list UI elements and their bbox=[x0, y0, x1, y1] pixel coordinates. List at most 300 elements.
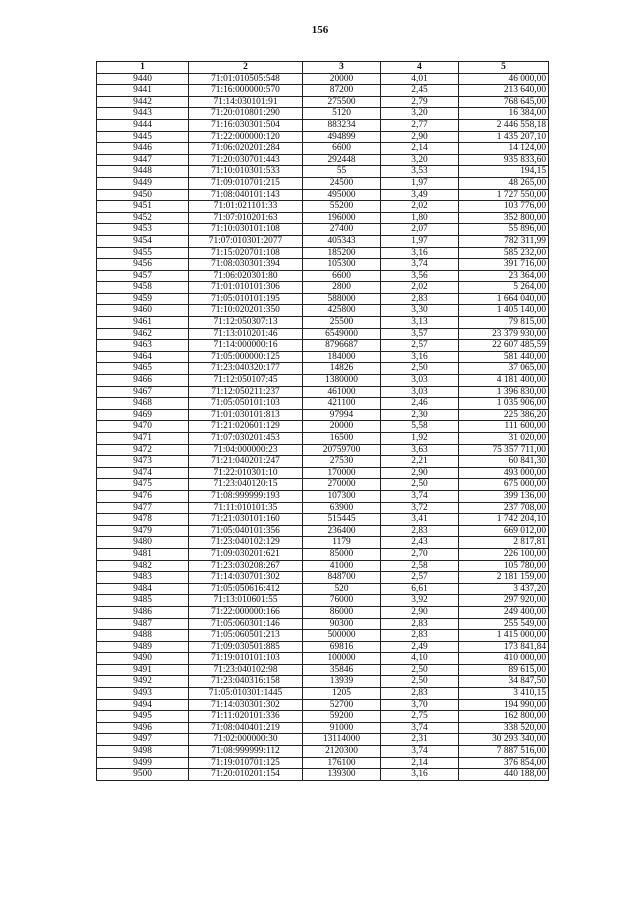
cadastral-number-cell: 71:10:020201:350 bbox=[189, 305, 303, 317]
rate-cell: 6,61 bbox=[381, 583, 459, 595]
area-cell: 13114000 bbox=[303, 734, 381, 746]
table-row bbox=[97, 595, 549, 607]
row-number-cell: 9452 bbox=[97, 212, 189, 224]
rate-cell: 2,50 bbox=[381, 664, 459, 676]
rate-cell: 1,97 bbox=[381, 235, 459, 247]
value-cell: 1 035 906,00 bbox=[459, 398, 549, 410]
table-row bbox=[97, 711, 549, 723]
area-cell: 515445 bbox=[303, 514, 381, 526]
rate-cell: 2,79 bbox=[381, 96, 459, 108]
value-cell: 48 265,00 bbox=[459, 177, 549, 189]
row-number-cell: 9468 bbox=[97, 398, 189, 410]
table-row bbox=[97, 398, 549, 410]
rate-cell: 3,92 bbox=[381, 595, 459, 607]
value-cell: 23 379 930,00 bbox=[459, 328, 549, 340]
value-cell: 79 815,00 bbox=[459, 317, 549, 329]
rate-cell: 3,20 bbox=[381, 154, 459, 166]
row-number-cell: 9476 bbox=[97, 490, 189, 502]
row-number-cell: 9444 bbox=[97, 119, 189, 131]
area-cell: 41000 bbox=[303, 560, 381, 572]
row-number-cell: 9478 bbox=[97, 514, 189, 526]
area-cell: 236400 bbox=[303, 525, 381, 537]
table-row bbox=[97, 259, 549, 271]
rate-cell: 2,21 bbox=[381, 456, 459, 468]
area-cell: 55200 bbox=[303, 201, 381, 213]
rate-cell: 3,53 bbox=[381, 166, 459, 178]
value-cell: 31 020,00 bbox=[459, 433, 549, 445]
cadastral-number-cell: 71:05:000000:125 bbox=[189, 351, 303, 363]
value-cell: 255 549,00 bbox=[459, 618, 549, 630]
row-number-cell: 9495 bbox=[97, 711, 189, 723]
row-number-cell: 9441 bbox=[97, 85, 189, 97]
rate-cell: 5,58 bbox=[381, 421, 459, 433]
value-cell: 1 727 550,00 bbox=[459, 189, 549, 201]
table-row bbox=[97, 340, 549, 352]
table-row bbox=[97, 676, 549, 688]
table-row bbox=[97, 270, 549, 282]
row-number-cell: 9449 bbox=[97, 177, 189, 189]
area-cell: 20000 bbox=[303, 73, 381, 85]
cadastral-number-cell: 71:21:020601:129 bbox=[189, 421, 303, 433]
row-number-cell: 9464 bbox=[97, 351, 189, 363]
area-cell: 13939 bbox=[303, 676, 381, 688]
cadastral-number-cell: 71:05:010101:195 bbox=[189, 293, 303, 305]
area-cell: 176100 bbox=[303, 757, 381, 769]
table-row bbox=[97, 653, 549, 665]
rate-cell: 2,58 bbox=[381, 560, 459, 572]
cadastral-number-cell: 71:14:030301:302 bbox=[189, 699, 303, 711]
row-number-cell: 9467 bbox=[97, 386, 189, 398]
value-cell: 585 232,00 bbox=[459, 247, 549, 259]
row-number-cell: 9487 bbox=[97, 618, 189, 630]
column-header: 3 bbox=[303, 62, 381, 74]
value-cell: 75 357 711,00 bbox=[459, 444, 549, 456]
cadastral-number-cell: 71:10:010301:533 bbox=[189, 166, 303, 178]
table-row bbox=[97, 769, 549, 781]
value-cell: 1 396 830,00 bbox=[459, 386, 549, 398]
cadastral-number-cell: 71:08:040401:219 bbox=[189, 722, 303, 734]
value-cell: 7 887 516,00 bbox=[459, 746, 549, 758]
rate-cell: 3,30 bbox=[381, 305, 459, 317]
value-cell: 2 817,81 bbox=[459, 537, 549, 549]
cadastral-number-cell: 71:12:050307:13 bbox=[189, 317, 303, 329]
value-cell: 5 264,00 bbox=[459, 282, 549, 294]
cadastral-number-cell: 71:23:040316:158 bbox=[189, 676, 303, 688]
row-number-cell: 9445 bbox=[97, 131, 189, 143]
rate-cell: 3,57 bbox=[381, 328, 459, 340]
table-row bbox=[97, 537, 549, 549]
cadastral-number-cell: 71:05:050101:103 bbox=[189, 398, 303, 410]
row-number-cell: 9448 bbox=[97, 166, 189, 178]
table-row bbox=[97, 757, 549, 769]
rate-cell: 2,77 bbox=[381, 119, 459, 131]
cadastral-number-cell: 71:16:030301:504 bbox=[189, 119, 303, 131]
table-row bbox=[97, 317, 549, 329]
area-cell: 86000 bbox=[303, 606, 381, 618]
area-cell: 55 bbox=[303, 166, 381, 178]
page-number: 156 bbox=[311, 24, 329, 36]
table-row bbox=[97, 235, 549, 247]
cadastral-number-cell: 71:07:030201:453 bbox=[189, 433, 303, 445]
cadastral-number-cell: 71:13:010201:46 bbox=[189, 328, 303, 340]
rate-cell: 2,83 bbox=[381, 688, 459, 700]
value-cell: 1 405 140,00 bbox=[459, 305, 549, 317]
value-cell: 173 841,84 bbox=[459, 641, 549, 653]
table-row bbox=[97, 108, 549, 120]
cadastral-number-cell: 71:02:000000:30 bbox=[189, 734, 303, 746]
table-row bbox=[97, 560, 549, 572]
row-number-cell: 9466 bbox=[97, 375, 189, 387]
area-cell: 588000 bbox=[303, 293, 381, 305]
cadastral-number-cell: 71:12:050107:45 bbox=[189, 375, 303, 387]
table-row bbox=[97, 166, 549, 178]
rate-cell: 1,80 bbox=[381, 212, 459, 224]
row-number-cell: 9453 bbox=[97, 224, 189, 236]
value-cell: 14 124,00 bbox=[459, 143, 549, 155]
area-cell: 1179 bbox=[303, 537, 381, 549]
area-cell: 500000 bbox=[303, 630, 381, 642]
table-row bbox=[97, 293, 549, 305]
area-cell: 6600 bbox=[303, 143, 381, 155]
cadastral-number-cell: 71:19:010101:103 bbox=[189, 653, 303, 665]
value-cell: 768 645,00 bbox=[459, 96, 549, 108]
cadastral-number-cell: 71:06:020201:284 bbox=[189, 143, 303, 155]
table-row bbox=[97, 433, 549, 445]
table-row bbox=[97, 479, 549, 491]
table-row bbox=[97, 688, 549, 700]
cadastral-number-cell: 71:06:020301:80 bbox=[189, 270, 303, 282]
area-cell: 421100 bbox=[303, 398, 381, 410]
table-row bbox=[97, 212, 549, 224]
rate-cell: 1,92 bbox=[381, 433, 459, 445]
row-number-cell: 9488 bbox=[97, 630, 189, 642]
row-number-cell: 9500 bbox=[97, 769, 189, 781]
value-cell: 162 800,00 bbox=[459, 711, 549, 723]
value-cell: 581 440,00 bbox=[459, 351, 549, 363]
cadastral-number-cell: 71:23:040102:98 bbox=[189, 664, 303, 676]
row-number-cell: 9443 bbox=[97, 108, 189, 120]
row-number-cell: 9496 bbox=[97, 722, 189, 734]
area-cell: 14826 bbox=[303, 363, 381, 375]
cadastral-number-cell: 71:01:010505:548 bbox=[189, 73, 303, 85]
value-cell: 3 410,15 bbox=[459, 688, 549, 700]
table-row bbox=[97, 630, 549, 642]
row-number-cell: 9470 bbox=[97, 421, 189, 433]
table-row bbox=[97, 154, 549, 166]
row-number-cell: 9486 bbox=[97, 606, 189, 618]
rate-cell: 2,43 bbox=[381, 537, 459, 549]
table-row bbox=[97, 444, 549, 456]
rate-cell: 2,07 bbox=[381, 224, 459, 236]
cadastral-number-cell: 71:10:030101:108 bbox=[189, 224, 303, 236]
rate-cell: 2,90 bbox=[381, 467, 459, 479]
table-row bbox=[97, 386, 549, 398]
rate-cell: 2,83 bbox=[381, 630, 459, 642]
row-number-cell: 9454 bbox=[97, 235, 189, 247]
value-cell: 352 800,00 bbox=[459, 212, 549, 224]
row-number-cell: 9479 bbox=[97, 525, 189, 537]
row-number-cell: 9459 bbox=[97, 293, 189, 305]
area-cell: 24500 bbox=[303, 177, 381, 189]
rate-cell: 3,16 bbox=[381, 769, 459, 781]
value-cell: 297 920,00 bbox=[459, 595, 549, 607]
rate-cell: 2,90 bbox=[381, 606, 459, 618]
area-cell: 425800 bbox=[303, 305, 381, 317]
column-header: 2 bbox=[189, 62, 303, 74]
area-cell: 1205 bbox=[303, 688, 381, 700]
value-cell: 46 000,00 bbox=[459, 73, 549, 85]
area-cell: 883234 bbox=[303, 119, 381, 131]
area-cell: 69816 bbox=[303, 641, 381, 653]
cadastral-number-cell: 71:22:000000:166 bbox=[189, 606, 303, 618]
cadastral-number-cell: 71:07:010301:2077 bbox=[189, 235, 303, 247]
area-cell: 1380000 bbox=[303, 375, 381, 387]
cadastral-number-cell: 71:15:020701:108 bbox=[189, 247, 303, 259]
table-row bbox=[97, 409, 549, 421]
rate-cell: 2,46 bbox=[381, 398, 459, 410]
rate-cell: 2,14 bbox=[381, 143, 459, 155]
table-row bbox=[97, 421, 549, 433]
cadastral-number-cell: 71:01:021101:33 bbox=[189, 201, 303, 213]
area-cell: 105300 bbox=[303, 259, 381, 271]
value-cell: 30 293 340,00 bbox=[459, 734, 549, 746]
table-row bbox=[97, 699, 549, 711]
value-cell: 89 615,00 bbox=[459, 664, 549, 676]
value-cell: 111 600,00 bbox=[459, 421, 549, 433]
rate-cell: 2,83 bbox=[381, 618, 459, 630]
cadastral-number-cell: 71:09:010701:215 bbox=[189, 177, 303, 189]
table-row bbox=[97, 143, 549, 155]
table-row bbox=[97, 363, 549, 375]
row-number-cell: 9456 bbox=[97, 259, 189, 271]
cadastral-number-cell: 71:08:999999:193 bbox=[189, 490, 303, 502]
table-row bbox=[97, 189, 549, 201]
value-cell: 194 990,00 bbox=[459, 699, 549, 711]
row-number-cell: 9492 bbox=[97, 676, 189, 688]
table-row bbox=[97, 177, 549, 189]
cadastral-number-cell: 71:19:010701:125 bbox=[189, 757, 303, 769]
value-cell: 669 012,00 bbox=[459, 525, 549, 537]
cadastral-number-cell: 71:22:010301:10 bbox=[189, 467, 303, 479]
value-cell: 55 896,00 bbox=[459, 224, 549, 236]
rate-cell: 1,97 bbox=[381, 177, 459, 189]
cadastral-number-cell: 71:09:030501:885 bbox=[189, 641, 303, 653]
row-number-cell: 9440 bbox=[97, 73, 189, 85]
row-number-cell: 9481 bbox=[97, 548, 189, 560]
rate-cell: 3,16 bbox=[381, 247, 459, 259]
area-cell: 27530 bbox=[303, 456, 381, 468]
area-cell: 91000 bbox=[303, 722, 381, 734]
value-cell: 493 000,00 bbox=[459, 467, 549, 479]
table-row bbox=[97, 351, 549, 363]
row-number-cell: 9442 bbox=[97, 96, 189, 108]
rate-cell: 2,49 bbox=[381, 641, 459, 653]
table-row bbox=[97, 131, 549, 143]
value-cell: 226 100,00 bbox=[459, 548, 549, 560]
rate-cell: 2,83 bbox=[381, 525, 459, 537]
rate-cell: 3,03 bbox=[381, 375, 459, 387]
value-cell: 37 065,00 bbox=[459, 363, 549, 375]
cadastral-number-cell: 71:09:030201:621 bbox=[189, 548, 303, 560]
area-cell: 6549000 bbox=[303, 328, 381, 340]
table-row bbox=[97, 583, 549, 595]
value-cell: 1 415 000,00 bbox=[459, 630, 549, 642]
area-cell: 196000 bbox=[303, 212, 381, 224]
area-cell: 139300 bbox=[303, 769, 381, 781]
row-number-cell: 9461 bbox=[97, 317, 189, 329]
table-row bbox=[97, 73, 549, 85]
value-cell: 782 311,99 bbox=[459, 235, 549, 247]
cadastral-number-cell: 71:14:000000:16 bbox=[189, 340, 303, 352]
table-row bbox=[97, 247, 549, 259]
rate-cell: 2,50 bbox=[381, 479, 459, 491]
row-number-cell: 9465 bbox=[97, 363, 189, 375]
row-number-cell: 9482 bbox=[97, 560, 189, 572]
value-cell: 675 000,00 bbox=[459, 479, 549, 491]
table-row bbox=[97, 664, 549, 676]
rate-cell: 2,57 bbox=[381, 340, 459, 352]
area-cell: 85000 bbox=[303, 548, 381, 560]
cadastral-number-cell: 71:12:050211:237 bbox=[189, 386, 303, 398]
value-cell: 22 607 485,59 bbox=[459, 340, 549, 352]
table-row bbox=[97, 224, 549, 236]
rate-cell: 2,75 bbox=[381, 711, 459, 723]
area-cell: 170000 bbox=[303, 467, 381, 479]
row-number-cell: 9472 bbox=[97, 444, 189, 456]
row-number-cell: 9484 bbox=[97, 583, 189, 595]
rate-cell: 2,02 bbox=[381, 282, 459, 294]
value-cell: 34 847,50 bbox=[459, 676, 549, 688]
value-cell: 105 780,00 bbox=[459, 560, 549, 572]
table-row bbox=[97, 641, 549, 653]
rate-cell: 2,90 bbox=[381, 131, 459, 143]
area-cell: 6600 bbox=[303, 270, 381, 282]
rate-cell: 2,14 bbox=[381, 757, 459, 769]
area-cell: 59200 bbox=[303, 711, 381, 723]
rate-cell: 3,63 bbox=[381, 444, 459, 456]
area-cell: 405343 bbox=[303, 235, 381, 247]
table-row bbox=[97, 85, 549, 97]
cadastral-number-cell: 71:05:060501:213 bbox=[189, 630, 303, 642]
area-cell: 292448 bbox=[303, 154, 381, 166]
value-cell: 225 386,20 bbox=[459, 409, 549, 421]
value-cell: 399 136,00 bbox=[459, 490, 549, 502]
table-row bbox=[97, 305, 549, 317]
area-cell: 100000 bbox=[303, 653, 381, 665]
row-number-cell: 9451 bbox=[97, 201, 189, 213]
value-cell: 2 446 558,18 bbox=[459, 119, 549, 131]
rate-cell: 2,57 bbox=[381, 572, 459, 584]
column-header: 4 bbox=[381, 62, 459, 74]
row-number-cell: 9460 bbox=[97, 305, 189, 317]
row-number-cell: 9491 bbox=[97, 664, 189, 676]
row-number-cell: 9480 bbox=[97, 537, 189, 549]
area-cell: 520 bbox=[303, 583, 381, 595]
row-number-cell: 9499 bbox=[97, 757, 189, 769]
value-cell: 391 716,00 bbox=[459, 259, 549, 271]
cadastral-number-cell: 71:11:010101:35 bbox=[189, 502, 303, 514]
data-table bbox=[96, 61, 549, 781]
value-cell: 440 188,00 bbox=[459, 769, 549, 781]
area-cell: 2120300 bbox=[303, 746, 381, 758]
cadastral-number-cell: 71:23:040120:15 bbox=[189, 479, 303, 491]
rate-cell: 2,45 bbox=[381, 85, 459, 97]
cadastral-number-cell: 71:20:010201:154 bbox=[189, 769, 303, 781]
area-cell: 20759700 bbox=[303, 444, 381, 456]
table-body bbox=[97, 73, 549, 780]
table-row bbox=[97, 572, 549, 584]
value-cell: 410 000,00 bbox=[459, 653, 549, 665]
value-cell: 935 833,60 bbox=[459, 154, 549, 166]
row-number-cell: 9485 bbox=[97, 595, 189, 607]
row-number-cell: 9447 bbox=[97, 154, 189, 166]
rate-cell: 3,13 bbox=[381, 317, 459, 329]
table-row bbox=[97, 456, 549, 468]
value-cell: 1 742 204,10 bbox=[459, 514, 549, 526]
area-cell: 27400 bbox=[303, 224, 381, 236]
table-row bbox=[97, 734, 549, 746]
value-cell: 60 841,30 bbox=[459, 456, 549, 468]
cadastral-number-cell: 71:20:010801:290 bbox=[189, 108, 303, 120]
table-row bbox=[97, 375, 549, 387]
cadastral-number-cell: 71:14:030101:91 bbox=[189, 96, 303, 108]
rate-cell: 3,74 bbox=[381, 259, 459, 271]
row-number-cell: 9475 bbox=[97, 479, 189, 491]
row-number-cell: 9497 bbox=[97, 734, 189, 746]
cadastral-number-cell: 71:05:010301:1445 bbox=[189, 688, 303, 700]
rate-cell: 3,41 bbox=[381, 514, 459, 526]
table-row bbox=[97, 467, 549, 479]
rate-cell: 4,01 bbox=[381, 73, 459, 85]
area-cell: 8796687 bbox=[303, 340, 381, 352]
rate-cell: 3,20 bbox=[381, 108, 459, 120]
area-cell: 107300 bbox=[303, 490, 381, 502]
rate-cell: 2,02 bbox=[381, 201, 459, 213]
area-cell: 87200 bbox=[303, 85, 381, 97]
area-cell: 185200 bbox=[303, 247, 381, 259]
row-number-cell: 9477 bbox=[97, 502, 189, 514]
cadastral-number-cell: 71:21:040201:247 bbox=[189, 456, 303, 468]
area-cell: 16500 bbox=[303, 433, 381, 445]
cadastral-number-cell: 71:23:030208:267 bbox=[189, 560, 303, 572]
area-cell: 63900 bbox=[303, 502, 381, 514]
area-cell: 76000 bbox=[303, 595, 381, 607]
row-number-cell: 9483 bbox=[97, 572, 189, 584]
rate-cell: 3,56 bbox=[381, 270, 459, 282]
rate-cell: 2,30 bbox=[381, 409, 459, 421]
cadastral-number-cell: 71:11:020101:336 bbox=[189, 711, 303, 723]
table-row bbox=[97, 618, 549, 630]
table-row bbox=[97, 490, 549, 502]
value-cell: 103 776,00 bbox=[459, 201, 549, 213]
rate-cell: 2,83 bbox=[381, 293, 459, 305]
column-header: 5 bbox=[459, 62, 549, 74]
row-number-cell: 9457 bbox=[97, 270, 189, 282]
value-cell: 1 664 040,00 bbox=[459, 293, 549, 305]
rate-cell: 2,31 bbox=[381, 734, 459, 746]
value-cell: 194,15 bbox=[459, 166, 549, 178]
cadastral-number-cell: 71:08:999999:112 bbox=[189, 746, 303, 758]
area-cell: 90300 bbox=[303, 618, 381, 630]
area-cell: 461000 bbox=[303, 386, 381, 398]
area-cell: 52700 bbox=[303, 699, 381, 711]
rate-cell: 3,74 bbox=[381, 746, 459, 758]
cadastral-number-cell: 71:08:030301:394 bbox=[189, 259, 303, 271]
cadastral-number-cell: 71:14:030701:302 bbox=[189, 572, 303, 584]
row-number-cell: 9446 bbox=[97, 143, 189, 155]
rate-cell: 4,10 bbox=[381, 653, 459, 665]
cadastral-number-cell: 71:20:030701:443 bbox=[189, 154, 303, 166]
